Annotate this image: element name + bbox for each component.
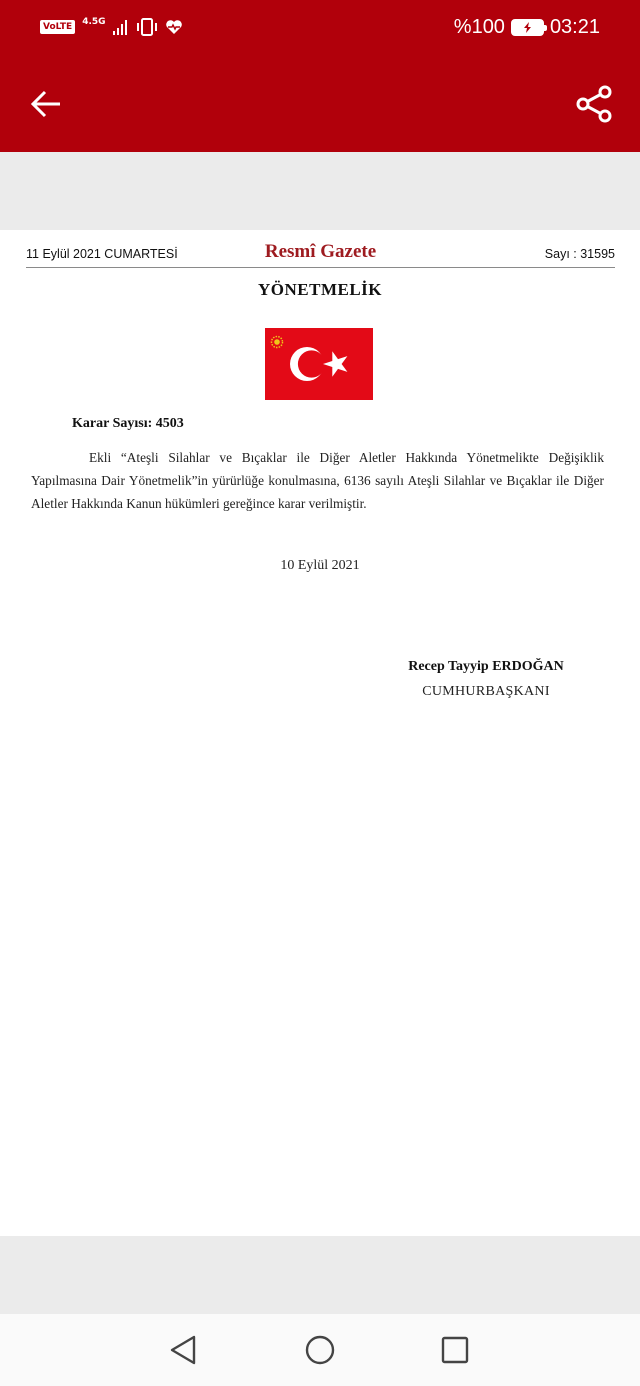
status-right <box>454 12 600 42</box>
share-icon <box>574 84 614 124</box>
document-type: YÖNETMELİK <box>257 280 383 299</box>
signer-name: Recep Tayyip ERDOĞAN <box>408 659 564 674</box>
system-nav-bar <box>0 1314 640 1386</box>
signal-icon <box>113 19 129 35</box>
turkish-flag-icon <box>265 328 373 400</box>
vibrate-icon <box>136 18 158 36</box>
issue-number: Sayı : 31595 <box>544 247 615 261</box>
share-button[interactable] <box>570 80 618 128</box>
status-bar <box>0 0 640 54</box>
volte-icon: VoLTE <box>40 20 75 34</box>
top-bar <box>0 0 640 152</box>
nav-recent-icon <box>440 1335 470 1365</box>
nav-home-icon <box>304 1334 336 1366</box>
nav-recent-button[interactable] <box>433 1328 477 1372</box>
nav-back-icon <box>168 1334 198 1366</box>
nav-back-button[interactable] <box>161 1328 205 1372</box>
issue-date: 11 Eylül 2021 CUMARTESİ <box>26 247 178 261</box>
nav-home-button[interactable] <box>298 1328 342 1372</box>
decision-number: Karar Sayısı: 4503 <box>72 416 184 431</box>
page-top-margin <box>0 152 640 230</box>
gazette-page[interactable] <box>0 230 640 1236</box>
decision-text: Ekli “Ateşli Silahlar ve Bıçaklar ile Diğer Aletler Hakkında Yönetmelikte Değişiklik Yapılmasına Dair Yönetmelik”in yürürlüğe konulmasına, 6136 sayılı Ateşli Silahlar ve Bıçaklar ile Diğer Aletler Hakkında Kanun hükümleri gereğince karar verilmiştir. <box>31 450 604 511</box>
app-bar <box>0 54 640 152</box>
clock: 03:21 <box>549 15 600 38</box>
page-bottom-margin <box>0 1236 640 1314</box>
signature-date: 10 Eylül 2021 <box>280 558 360 573</box>
back-arrow-icon <box>30 90 62 118</box>
gazette-header <box>26 240 615 268</box>
back-button[interactable] <box>22 80 70 128</box>
signer-title: CUMHURBAŞKANI <box>422 684 550 699</box>
battery-percent: %100 <box>453 15 505 38</box>
heart-health-icon <box>165 19 183 35</box>
gazette-title: Resmî Gazete <box>264 241 377 262</box>
network-type: 4.5G <box>82 16 106 27</box>
status-left <box>40 15 183 39</box>
battery-icon <box>511 19 544 36</box>
